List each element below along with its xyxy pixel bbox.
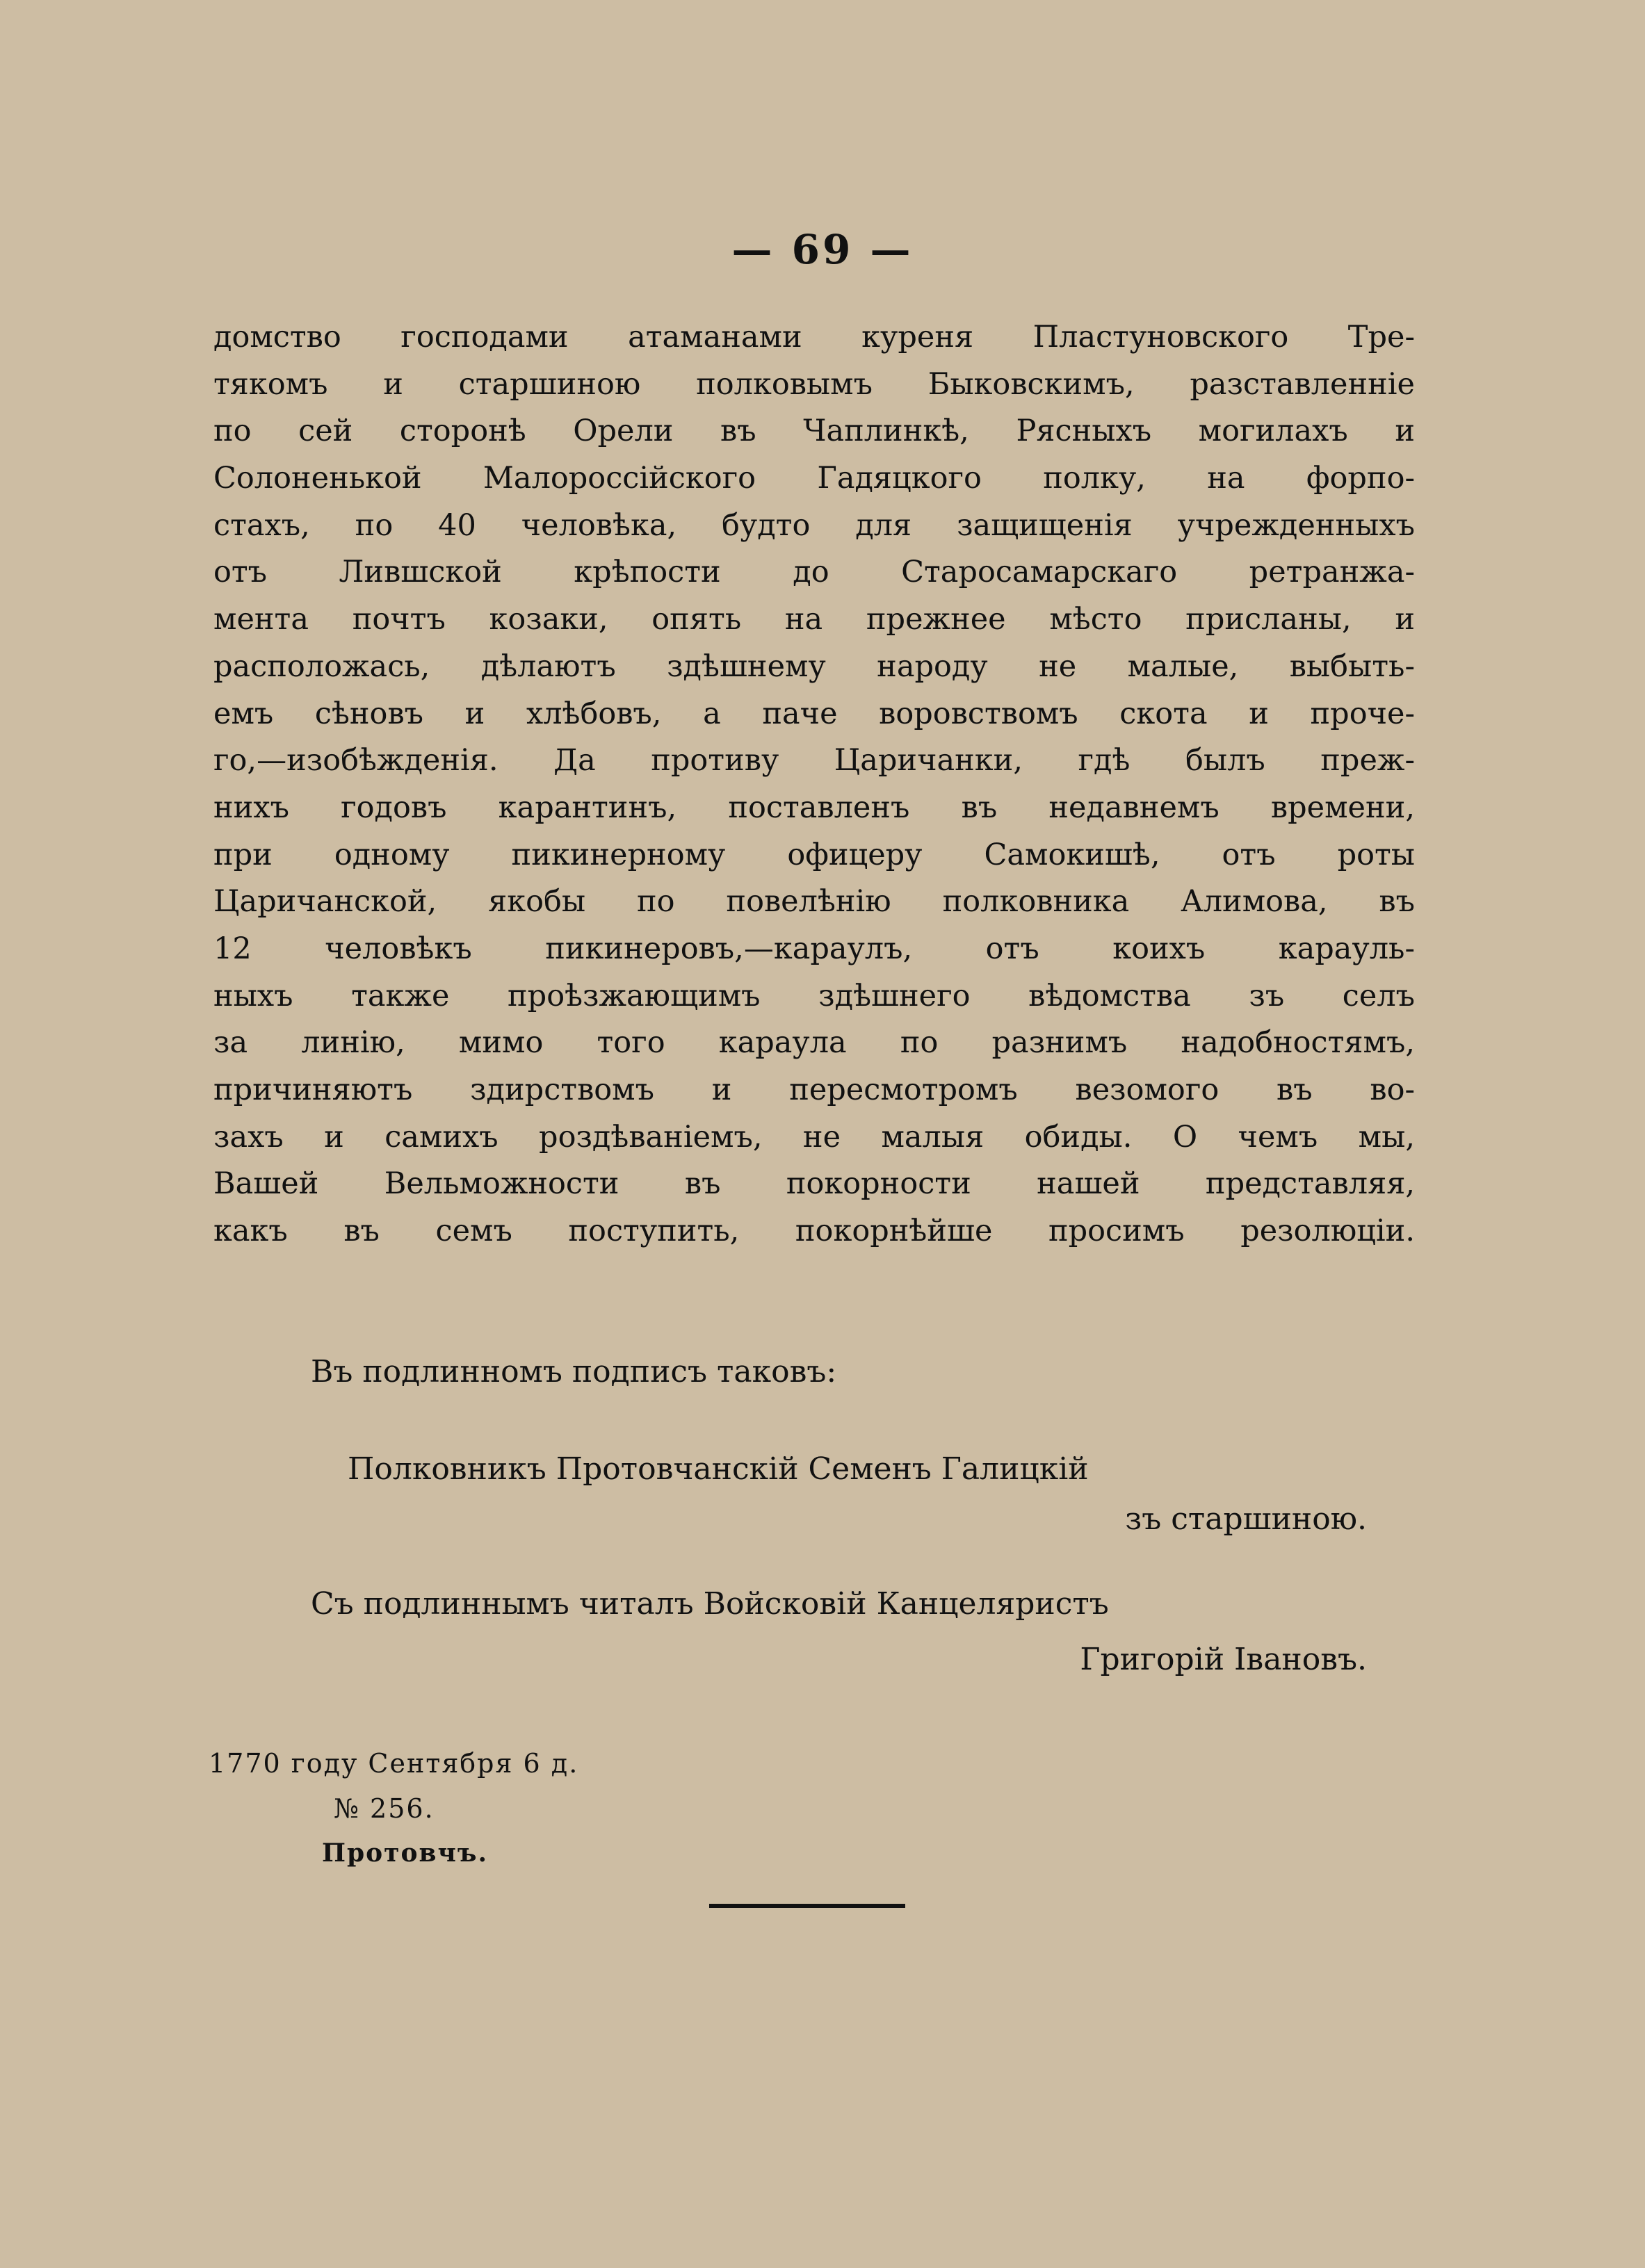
text-line: емъ сѣновъ и хлѣбовъ, а паче воровствомъ скота и проче-: [213, 696, 1415, 731]
text-line: при одному пикинерному офицеру Самокишѣ, отъ роты: [213, 837, 1415, 872]
document-date: 1770 году Сентября 6 д.: [209, 1748, 579, 1779]
text-line: Солоненькой Малороссійского Гадяцкого полку, на форпо-: [213, 461, 1415, 496]
text-line: стахъ, по 40 человѣка, будто для защищенія учрежденныхъ: [213, 507, 1415, 543]
body-text: [213, 314, 1415, 1255]
text-line: мента почтъ козаки, опять на прежнее мѣсто присланы, и: [213, 602, 1415, 637]
signature-name: Полковникъ Протовчанскій Семенъ Галицкій: [348, 1451, 1089, 1487]
text-line: ныхъ также проѣзжающимъ здѣшнего вѣдомства зъ селъ: [213, 978, 1415, 1013]
page-number: — 69 —: [731, 226, 914, 273]
text-line: Царичанской, якобы по повелѣнію полковника Алимова, въ: [213, 884, 1415, 920]
closing-rule: [709, 1904, 905, 1908]
text-line: тякомъ и старшиною полковымъ Быковскимъ, разставленніе: [213, 366, 1415, 402]
text-line: нихъ годовъ карантинъ, поставленъ въ недавнемъ времени,: [213, 790, 1415, 825]
text-line: по сей сторонѣ Орели въ Чаплинкѣ, Рясныхъ могилахъ и: [213, 414, 1415, 449]
text-line: за линію, мимо того караула по разнимъ надобностямъ,: [213, 1025, 1415, 1061]
text-line: 12 человѣкъ пикинеровъ,—караулъ, отъ коихъ карауль-: [213, 931, 1415, 966]
text-line: домство господами атаманами куреня Пластуновского Тре-: [213, 320, 1415, 354]
signature-label: Въ подлинномъ подписъ таковъ:: [311, 1354, 837, 1389]
text-line: Вашей Вельможности въ покорности нашей представляя,: [213, 1166, 1415, 1202]
document-number: № 256.: [334, 1793, 435, 1824]
signature-name-continued: зъ старшиною.: [1125, 1501, 1367, 1537]
document-place: Протовчъ.: [322, 1838, 489, 1868]
text-line: причиняютъ здирствомъ и пересмотромъ везомого въ во-: [213, 1072, 1415, 1107]
copy-verification-label: Съ подлиннымъ читалъ Войсковій Канцеляристъ: [311, 1586, 1109, 1622]
text-line: отъ Лившской крѣпости до Старосамарскаго ретранжа-: [213, 555, 1415, 590]
text-line: какъ въ семъ поступить, покорнѣйше просимъ резолюціи.: [213, 1214, 1415, 1249]
copy-verifier-name: Григорій Івановъ.: [1080, 1642, 1367, 1677]
text-line: захъ и самихъ роздѣваніемъ, не малыя обиды. О чемъ мы,: [213, 1119, 1415, 1155]
text-line: расположась, дѣлаютъ здѣшнему народу не малые, выбыть-: [213, 648, 1415, 684]
text-line: го,—изобѣжденія. Да противу Царичанки, гдѣ былъ преж-: [213, 743, 1415, 778]
